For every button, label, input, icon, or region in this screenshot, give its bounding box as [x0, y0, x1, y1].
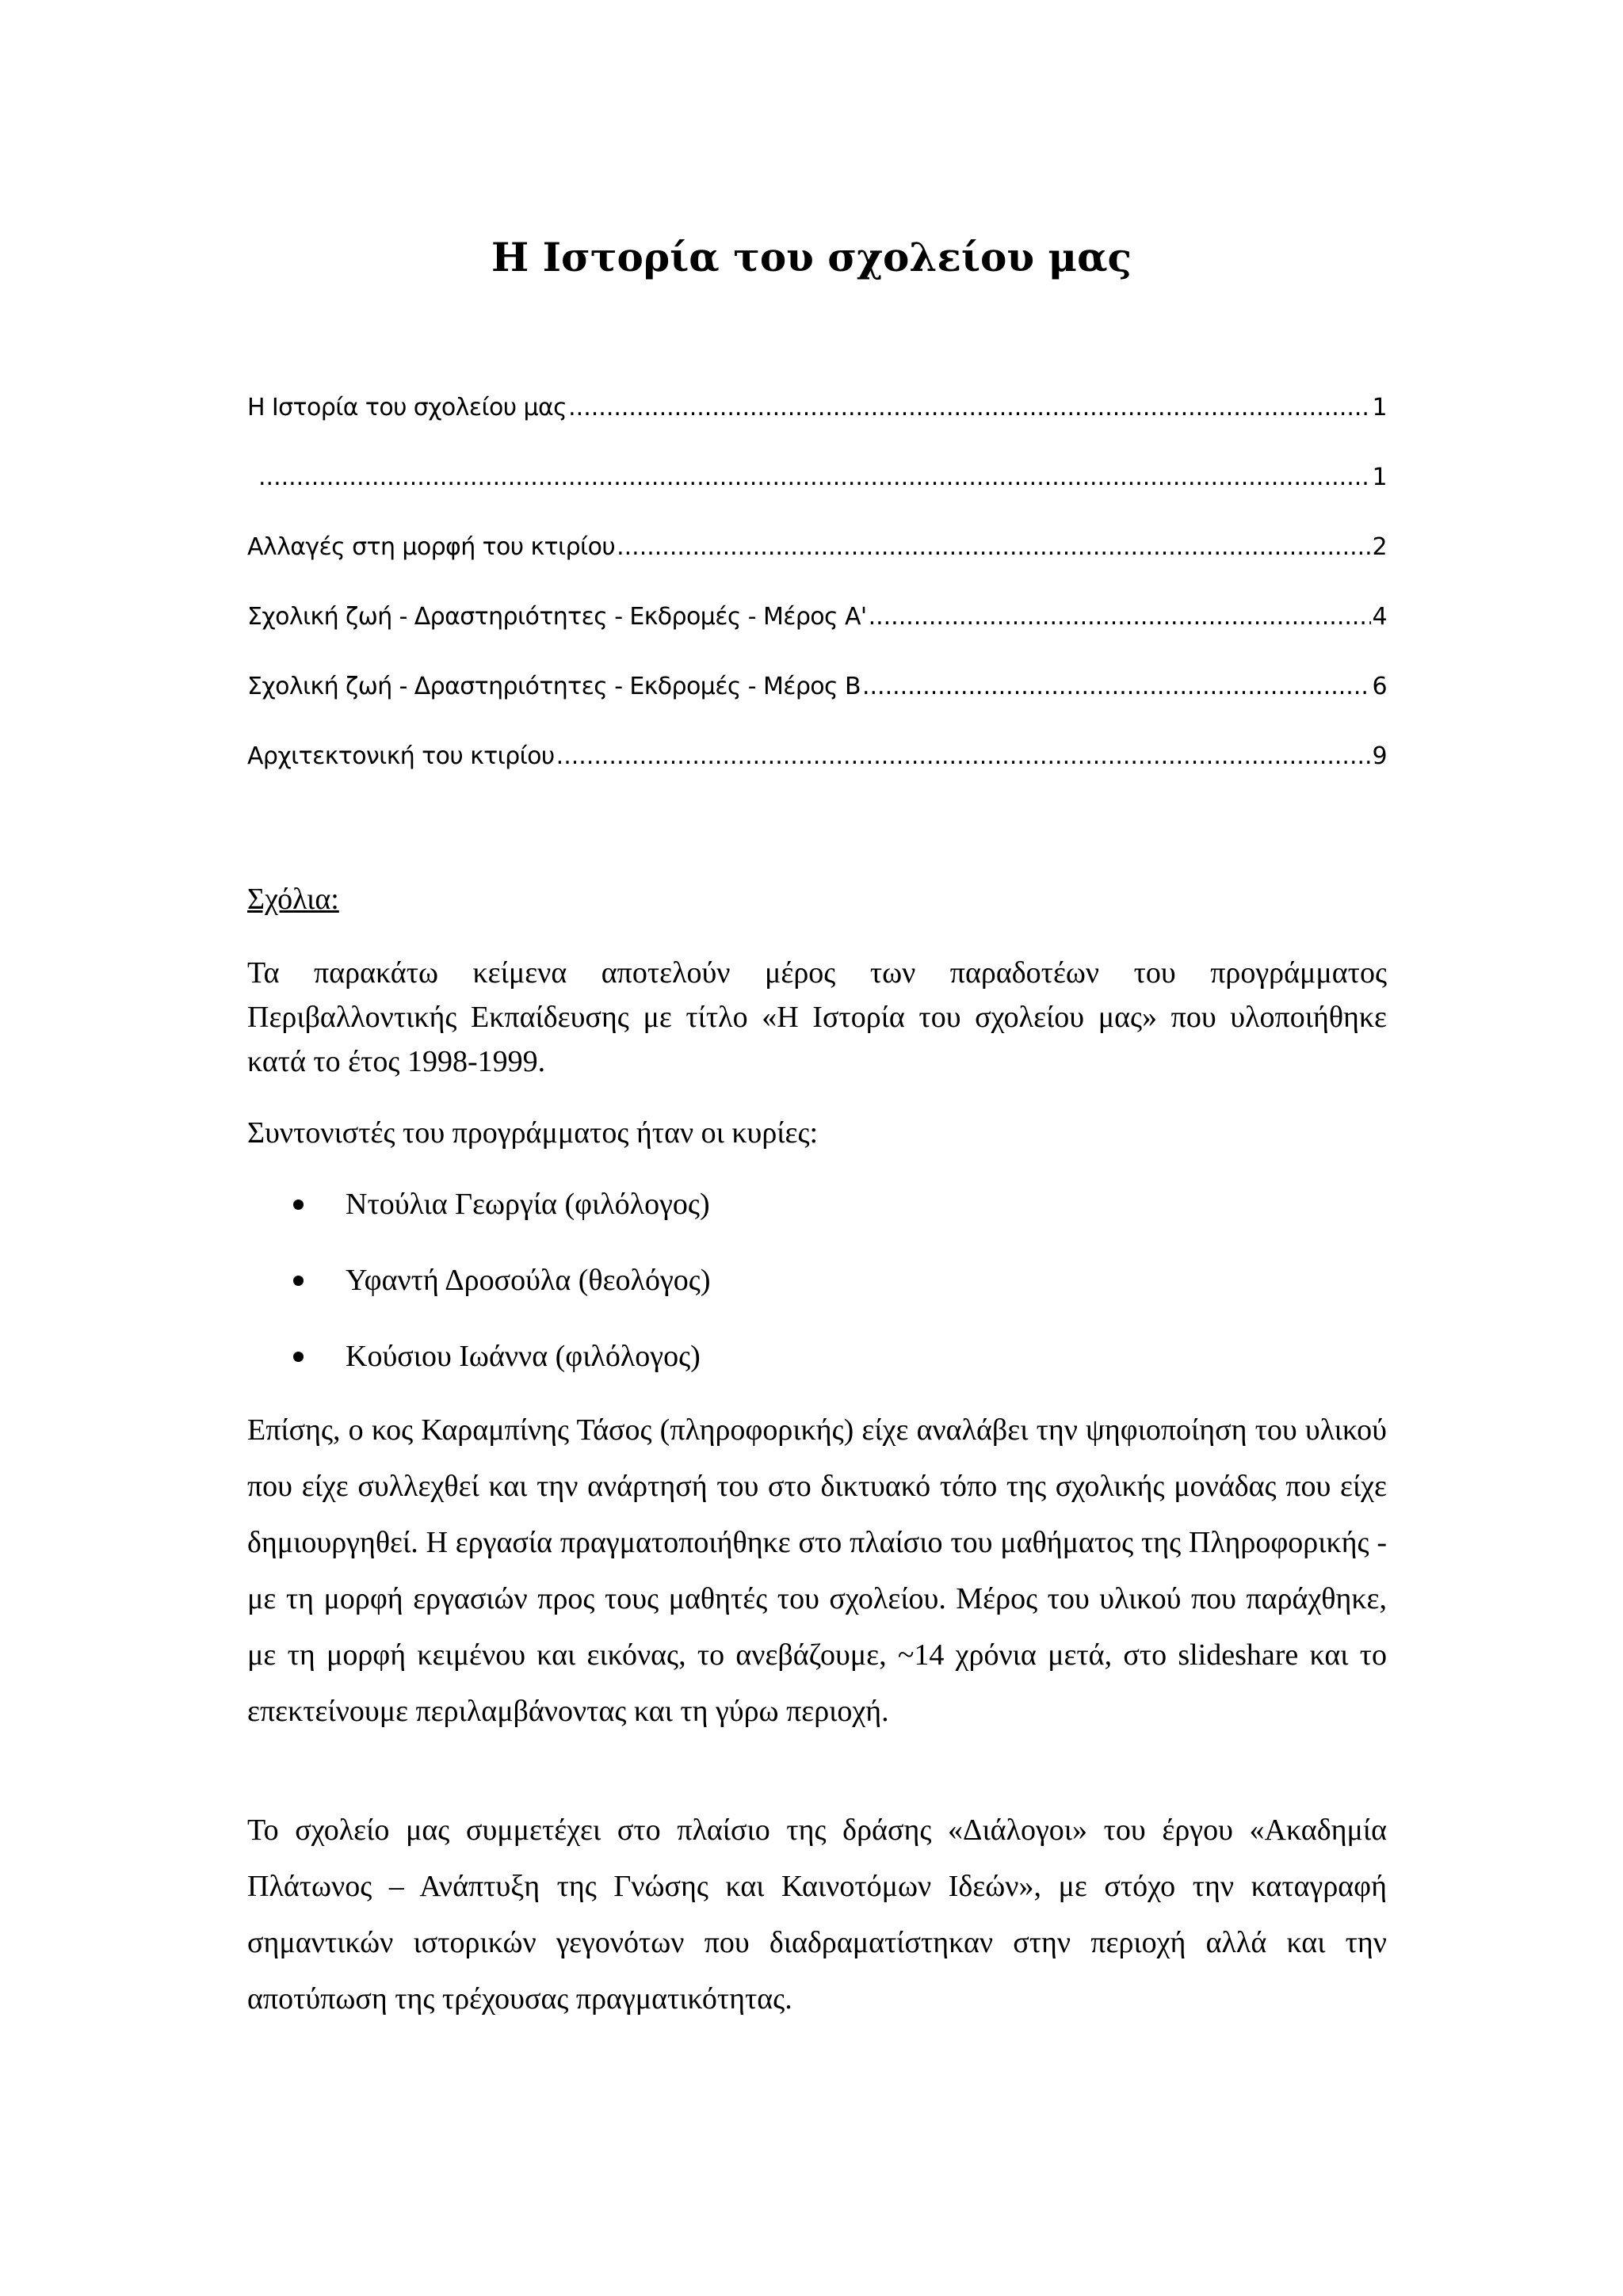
toc-entry-label: Σχολική ζωή - Δραστηριότητες - Εκδρομές - Μέρος Α' — [247, 603, 867, 631]
coordinator-name: Ντούλια Γεωργία (φιλόλογος) — [346, 1188, 710, 1221]
toc-entry-label: Αρχιτεκτονική του κτιρίου — [247, 742, 555, 770]
toc-page-number: 6 — [1372, 673, 1387, 700]
coordinators-intro: Συντονιστές του προγράμματος ήταν οι κυρίες: — [247, 1116, 819, 1150]
toc-entry-label: Αλλαγές στη μορφή του κτιρίου — [247, 533, 616, 561]
toc-entry[interactable] — [247, 454, 1387, 524]
school-program-paragraph: Το σχολείο μας συμμετέχει στο πλαίσιο της δράσης «Διάλογοι» του έργου «Ακαδημία Πλάτωνος – Ανάπτυξη της Γνώσης και Καινοτόμων Ιδεών», με στόχο την καταγραφή σημαντικών ιστορικών γεγονότων που διαδραματίστηκαν στην περιοχή αλλά και την αποτύπωση της τρέχουσας πραγματικότητας. — [247, 1814, 1387, 2016]
coordinator-name: Κούσιου Ιωάννα (φιλόλογος) — [346, 1340, 701, 1373]
digitization-paragraph: Επίσης, ο κος Καραμπίνης Τάσος (πληροφορικής) είχε αναλάβει την ψηφιοποίηση του υλικού που είχε συλλεχθεί και την ανάρτησή του στο δικτυακό τόπο της σχολικής μονάδας που είχε δημιουργηθεί. Η εργασία πραγματοποιήθηκε στο πλαίσιο του μαθήματος της Πληροφορικής - με τη μορφή εργασιών προς τους μαθητές του σχολείου. Μέρος του υλικού που παράχθηκε, με τη μορφή κειμένου και εικόνας, το ανεβάζουμε, ~14 χρόνια μετά, στο slideshare και το επεκτείνουμε περιλαμβάνοντας και τη γύρω περιοχή. — [247, 1413, 1387, 1728]
coordinator-name: Υφαντή Δροσούλα (θεολόγος) — [346, 1264, 711, 1297]
toc-entry[interactable] — [247, 524, 1387, 593]
intro-paragraph: Τα παρακάτω κείμενα αποτελούν μέρος των παραδοτέων του προγράμματος Περιβαλλοντικής Εκπαίδευσης με τίτλο «Η Ιστορία του σχολείου μας» που υλοποιήθηκε κατά το έτος 1998-1999. — [247, 956, 1387, 1078]
toc-entry[interactable] — [247, 593, 1387, 663]
toc-dot-leader — [556, 733, 1371, 780]
toc-entry[interactable] — [247, 663, 1387, 733]
toc-entry[interactable] — [247, 384, 1387, 454]
table-of-contents — [247, 384, 1387, 803]
comments-heading: Σχόλια: — [247, 883, 339, 916]
toc-entry[interactable] — [247, 733, 1387, 803]
toc-page-number: 1 — [1372, 394, 1387, 421]
toc-dot-leader — [258, 454, 1371, 502]
toc-dot-leader — [862, 663, 1371, 711]
coordinators-list — [247, 1177, 1387, 1405]
page-title: Η Ιστορία του σχολείου μας — [491, 234, 1132, 280]
toc-page-number: 9 — [1372, 742, 1387, 770]
bullet-icon — [293, 1352, 304, 1362]
toc-entry-label: Η Ιστορία του σχολείου μας — [247, 394, 567, 421]
toc-page-number: 2 — [1372, 533, 1387, 561]
bullet-icon — [293, 1199, 304, 1210]
toc-dot-leader — [869, 593, 1371, 641]
toc-dot-leader — [568, 384, 1370, 432]
toc-entry-label: Σχολική ζωή - Δραστηριότητες - Εκδρομές - Μέρος Β — [247, 673, 861, 700]
list-item — [247, 1253, 1387, 1329]
list-item — [247, 1177, 1387, 1253]
toc-dot-leader — [617, 524, 1370, 571]
toc-page-number: 4 — [1372, 603, 1387, 631]
toc-page-number: 1 — [1372, 463, 1387, 491]
bullet-icon — [293, 1276, 304, 1286]
list-item — [247, 1329, 1387, 1405]
